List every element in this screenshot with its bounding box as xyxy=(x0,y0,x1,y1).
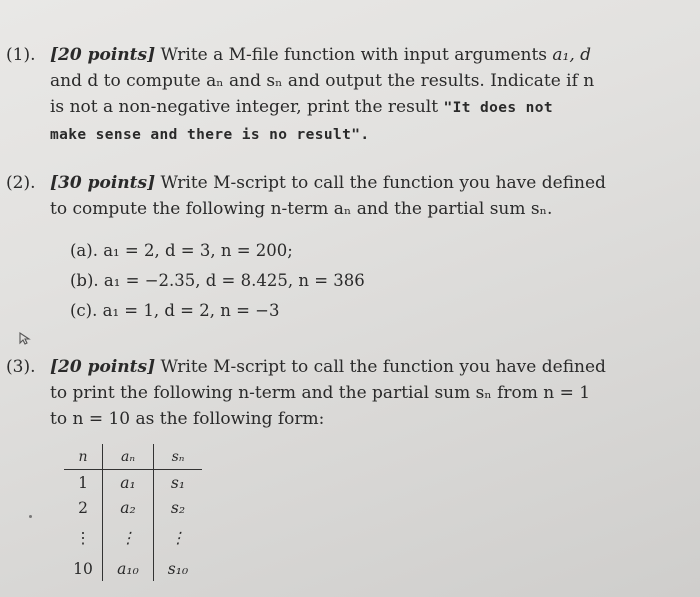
question-2 xyxy=(6,170,678,222)
cursor-icon xyxy=(18,329,32,347)
question-1-text-a: Write a M-file function with input arguments xyxy=(160,45,553,65)
cell-an: a₁ xyxy=(103,470,154,496)
cell-n: 10 xyxy=(64,556,103,581)
question-1-number: (1). xyxy=(6,45,36,65)
question-2-points: [30 points] xyxy=(50,173,156,193)
question-2-subparts xyxy=(48,240,648,330)
cell-an: a₁₀ xyxy=(103,556,154,581)
table-row xyxy=(64,556,202,581)
question-2-number: (2). xyxy=(6,173,36,193)
cell-an: ⋮ xyxy=(103,520,154,556)
cell-sn: s₂ xyxy=(170,498,186,517)
question-1-text-f: make sense and there is no result". xyxy=(50,127,370,143)
header-sn: sₙ xyxy=(154,444,203,470)
question-1-text-d: is not a non-negative integer, print the result xyxy=(50,97,439,117)
cell-n: ⋮ xyxy=(64,520,103,556)
question-3-text-a: Write M-script to call the function you have defined xyxy=(160,357,606,377)
question-1-text-b: a₁, d xyxy=(552,45,592,65)
header-an: aₙ xyxy=(103,444,154,470)
subpart-b xyxy=(48,270,648,300)
cell-n: 1 xyxy=(64,470,103,496)
question-3-body xyxy=(50,354,678,432)
question-1-text-e: "It does not xyxy=(443,100,554,116)
question-3-number: (3). xyxy=(6,357,36,377)
cell-sn: s₁₀ xyxy=(167,559,189,578)
question-3 xyxy=(6,354,678,432)
table-header-row xyxy=(64,444,202,470)
subpart-a-text: (a). a₁ = 2, d = 3, n = 200; xyxy=(70,241,293,260)
question-1-body xyxy=(50,42,678,148)
subpart-b-text: (b). a₁ = −2.35, d = 8.425, n = 386 xyxy=(70,271,365,290)
cell-sn: ⋮ xyxy=(170,529,186,547)
cell-sn: s₁ xyxy=(170,473,186,492)
header-n: n xyxy=(64,444,103,470)
question-3-text-c: to n = 10 as the following form: xyxy=(50,409,325,429)
table-row xyxy=(64,520,202,556)
subpart-c xyxy=(48,300,648,330)
question-3-points: [20 points] xyxy=(50,357,156,377)
question-2-body xyxy=(50,170,678,222)
question-1-points: [20 points] xyxy=(50,45,156,65)
table-row xyxy=(64,470,202,496)
question-2-text-a: Write M-script to call the function you have defined xyxy=(160,173,606,193)
question-3-text-b: to print the following n-term and the partial sum sₙ from n = 1 xyxy=(50,383,591,403)
question-2-text-b: to compute the following n-term aₙ and the partial sum sₙ. xyxy=(50,199,553,219)
cell-an: a₂ xyxy=(103,495,154,520)
output-format-table xyxy=(64,444,202,581)
subpart-a xyxy=(48,240,648,270)
question-1 xyxy=(6,42,678,148)
table-row xyxy=(64,495,202,520)
paper-speck xyxy=(29,515,32,518)
subpart-c-text: (c). a₁ = 1, d = 2, n = −3 xyxy=(70,301,280,320)
cell-n: 2 xyxy=(64,495,103,520)
question-1-text-c: and d to compute aₙ and sₙ and output the results. Indicate if n xyxy=(50,71,595,91)
